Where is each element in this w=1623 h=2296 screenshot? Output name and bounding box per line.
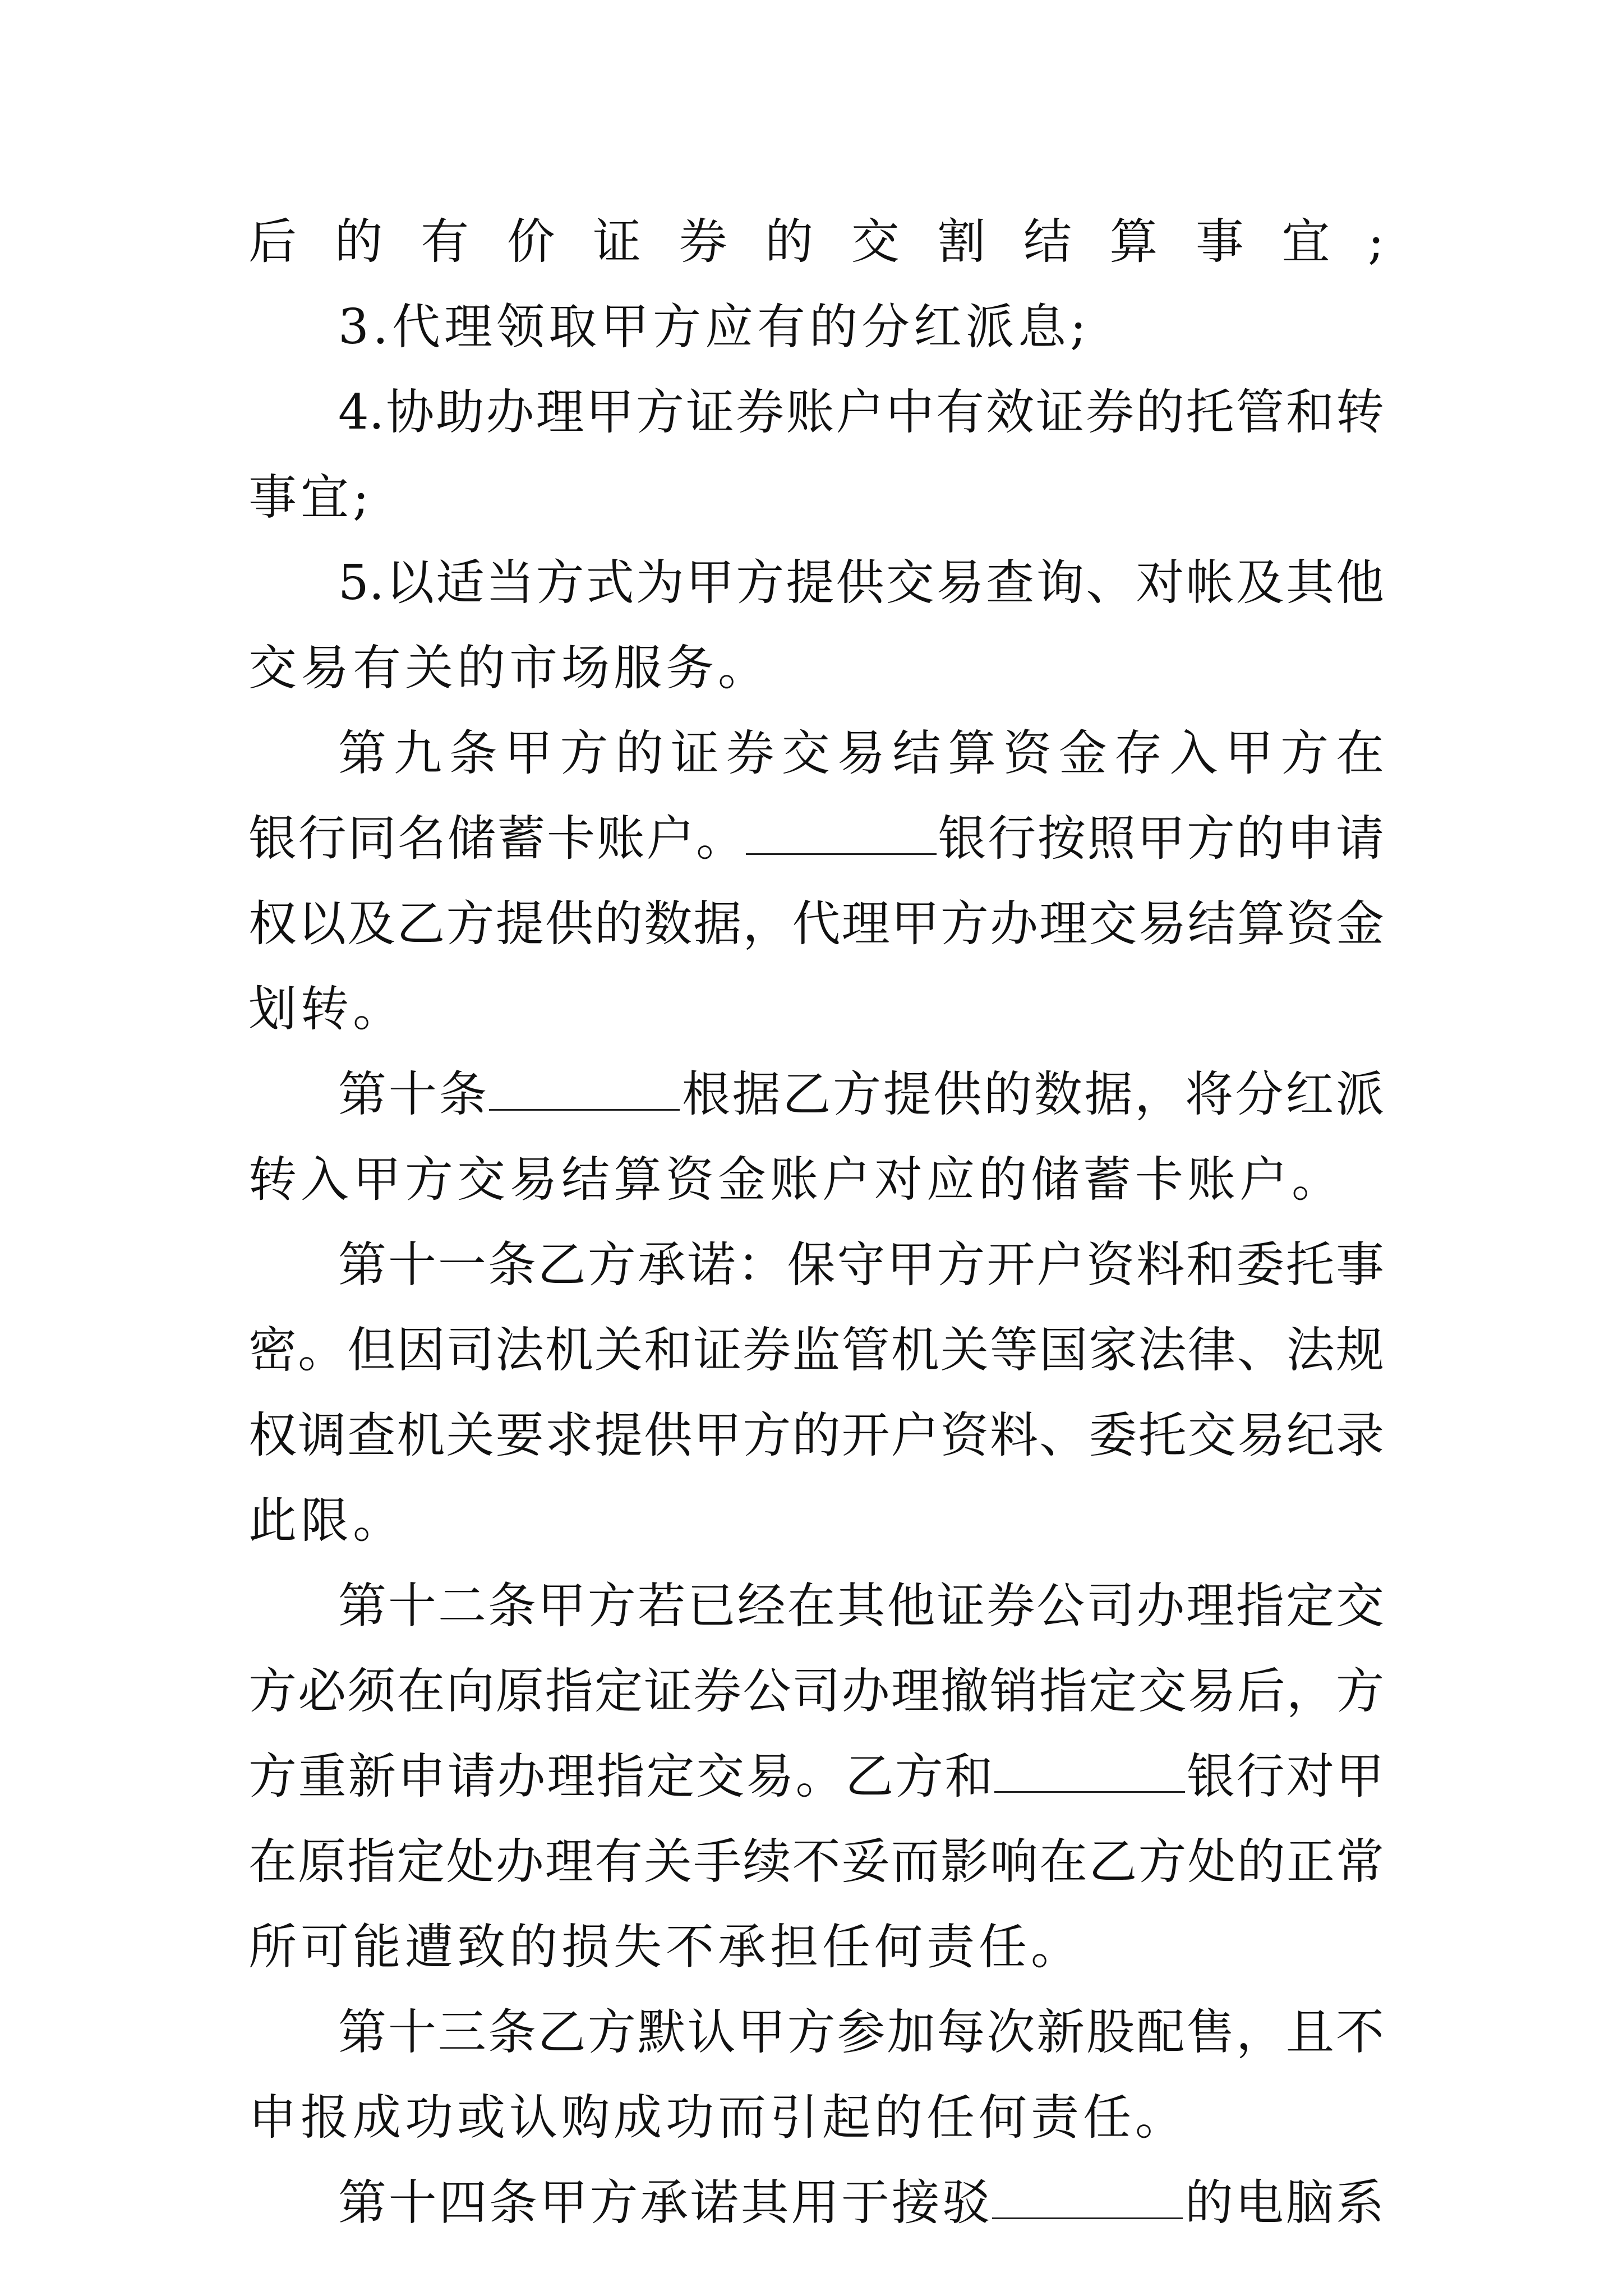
list-item-4: 4.协助办理甲方证券账户中有效证券的托管和转 xyxy=(338,384,1384,440)
text-line: 所可能遭致的损失不承担任何责任。 xyxy=(248,1919,1083,1975)
text-line: 转入甲方交易结算资金账户对应的储蓄卡账户。 xyxy=(248,1152,1344,1208)
text-line: 权以及乙方提供的数据，代理甲方办理交易结算资金 xyxy=(248,896,1384,952)
text-line: 方重新申请办理指定交易。乙方和 银行对甲 xyxy=(248,1734,1384,1819)
list-item-5: 5.以适当方式为甲方提供交易查询、对帐及其他 xyxy=(338,555,1384,611)
article-12: 第十二条甲方若已经在其他证券公司办理指定交 xyxy=(338,1578,1384,1634)
article-14: 第十四条甲方承诺其用于接驳 的电脑系 xyxy=(248,2160,1384,2246)
blank-field[interactable] xyxy=(992,2169,1183,2219)
text-line: 交易有关的市场服务。 xyxy=(248,640,770,696)
article-9: 第九条甲方的证券交易结算资金存入甲方在 xyxy=(248,711,1384,796)
text-line: 此限。 xyxy=(248,1493,405,1549)
blank-field[interactable] xyxy=(994,1743,1185,1793)
article-10: 第十条 根据乙方提供的数据，将分红派 xyxy=(248,1052,1384,1137)
text-line: 方必须在向原指定证券公司办理撤销指定交易后，方 xyxy=(248,1663,1384,1719)
text-line: 密。但因司法机关和证券监管机关等国家法律、法规 xyxy=(248,1322,1384,1378)
text-line: 划转。 xyxy=(248,981,405,1037)
text-line: 事宜; xyxy=(248,470,373,526)
blank-field[interactable] xyxy=(489,1061,680,1111)
text-line: 权调查机关要求提供甲方的开户资料、委托交易纪录 xyxy=(248,1407,1384,1464)
text-line: 后的有价证券的交割结算事宜; xyxy=(248,214,1384,270)
blank-field[interactable] xyxy=(746,805,937,855)
article-11: 第十一条乙方承诺：保守甲方开户资料和委托事 xyxy=(338,1237,1384,1293)
article-13: 第十三条乙方默认甲方参加每次新股配售，且不 xyxy=(338,2004,1384,2060)
text-line: 申报成功或认购成功而引起的任何责任。 xyxy=(248,2090,1187,2146)
text-line: 在原指定处办理有关手续不妥而影响在乙方处的正常 xyxy=(248,1834,1384,1890)
document-body xyxy=(248,199,1384,2246)
text-line: 银行同名储蓄卡账户。 银行按照甲方的申请 xyxy=(248,796,1384,881)
list-item-3: 3.代理领取甲方应有的分红派息; xyxy=(338,299,1091,355)
